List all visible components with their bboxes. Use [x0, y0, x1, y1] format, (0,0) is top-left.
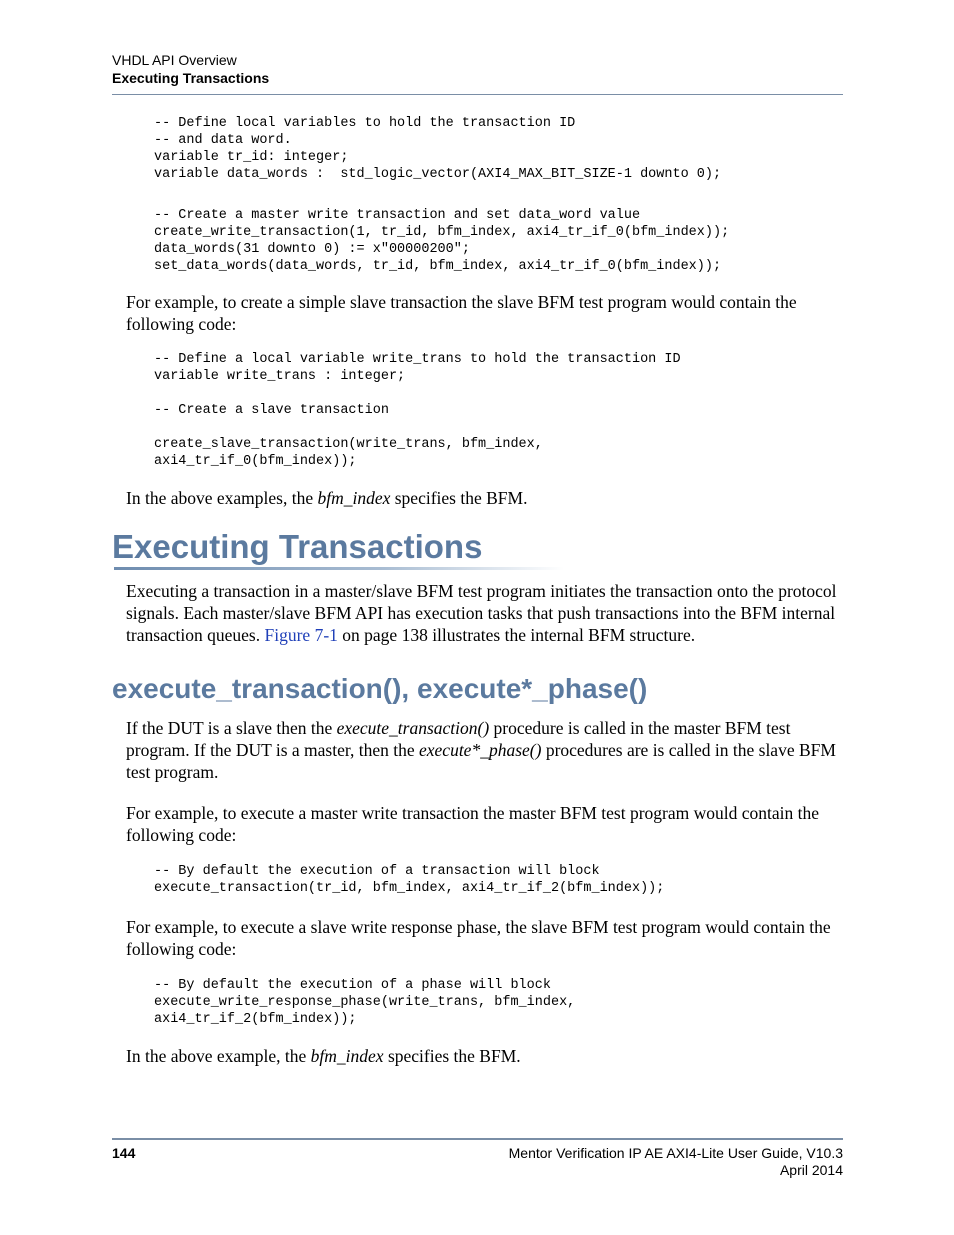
paragraph-bfm-index-note-2: In the above example, the bfm_index specifies the BFM. — [126, 1046, 521, 1066]
paragraph-executing-intro: Executing a transaction in a master/slave BFM test program initiates the transaction onto the protocol signals. Each master/slave BFM API has execution tasks that push transactions into the BFM internal transaction queues. Figure 7-1 on page 138 illustrates the internal BFM structure. — [126, 581, 837, 645]
code-block-slave-transaction: -- Define a local variable write_trans to hold the transaction ID variable write_trans : integer; -- Create a slave transaction create_slave_transaction(write_trans, bfm_index, axi4_tr_if_0(bfm_index)); — [154, 352, 681, 469]
header-rule — [112, 94, 843, 95]
page-number: 144 — [112, 1145, 136, 1161]
footer-info — [509, 1145, 843, 1179]
document-date: April 2014 — [779, 1162, 843, 1178]
paragraph-master-execute-example: For example, to execute a master write transaction the master BFM test program would contain the following code: — [126, 803, 819, 845]
footer-rule — [112, 1138, 843, 1140]
code-block-master-write: -- Create a master write transaction and set data_word value create_write_transaction(1, tr_id, bfm_index, axi4_tr_if_0(bfm_index)); data_words(31 downto 0) := x"00000200"; set_data_words(data_words, tr_id, bfm_index, axi4_tr_if_0(bfm_index)); — [154, 208, 730, 274]
paragraph-bfm-index-note: In the above examples, the bfm_index specifies the BFM. — [126, 488, 528, 508]
paragraph-slave-response-example: For example, to execute a slave write response phase, the slave BFM test program would contain the following code: — [126, 917, 831, 959]
section-heading-rule — [114, 567, 564, 570]
header-subsection: Executing Transactions — [112, 70, 270, 86]
code-block-execute-transaction: -- By default the execution of a transaction will block execute_transaction(tr_id, bfm_index, axi4_tr_if_2(bfm_index)); — [154, 864, 665, 896]
subsection-heading: execute_transaction(), execute*_phase() — [112, 673, 648, 704]
code-block-execute-response-phase: -- By default the execution of a phase will block execute_write_response_phase(write_trans, bfm_index, axi4_tr_if_2(bfm_index)); — [154, 978, 576, 1027]
code-block-local-variables: -- Define local variables to hold the transaction ID -- and data word. variable tr_id: integer; variable data_words : std_logic_vector(AXI4_MAX_BIT_SIZE-1 downto 0); — [154, 116, 722, 182]
document-title: Mentor Verification IP AE AXI4-Lite User Guide, V10.3 — [508, 1145, 843, 1161]
section-heading: Executing Transactions — [112, 528, 483, 565]
figure-link[interactable]: Figure 7-1 — [264, 625, 338, 645]
running-header — [112, 51, 843, 87]
page-body — [112, 112, 843, 1067]
header-section: VHDL API Overview — [112, 52, 237, 68]
paragraph-execute-procedures: If the DUT is a slave then the execute_transaction() procedure is called in the master BFM test program. If the DUT is a master, then the execute*_phase() procedures are is called in the slave BFM test program. — [126, 718, 836, 782]
paragraph-slave-example: For example, to create a simple slave transaction the slave BFM test program would contain the following code: — [126, 292, 797, 334]
